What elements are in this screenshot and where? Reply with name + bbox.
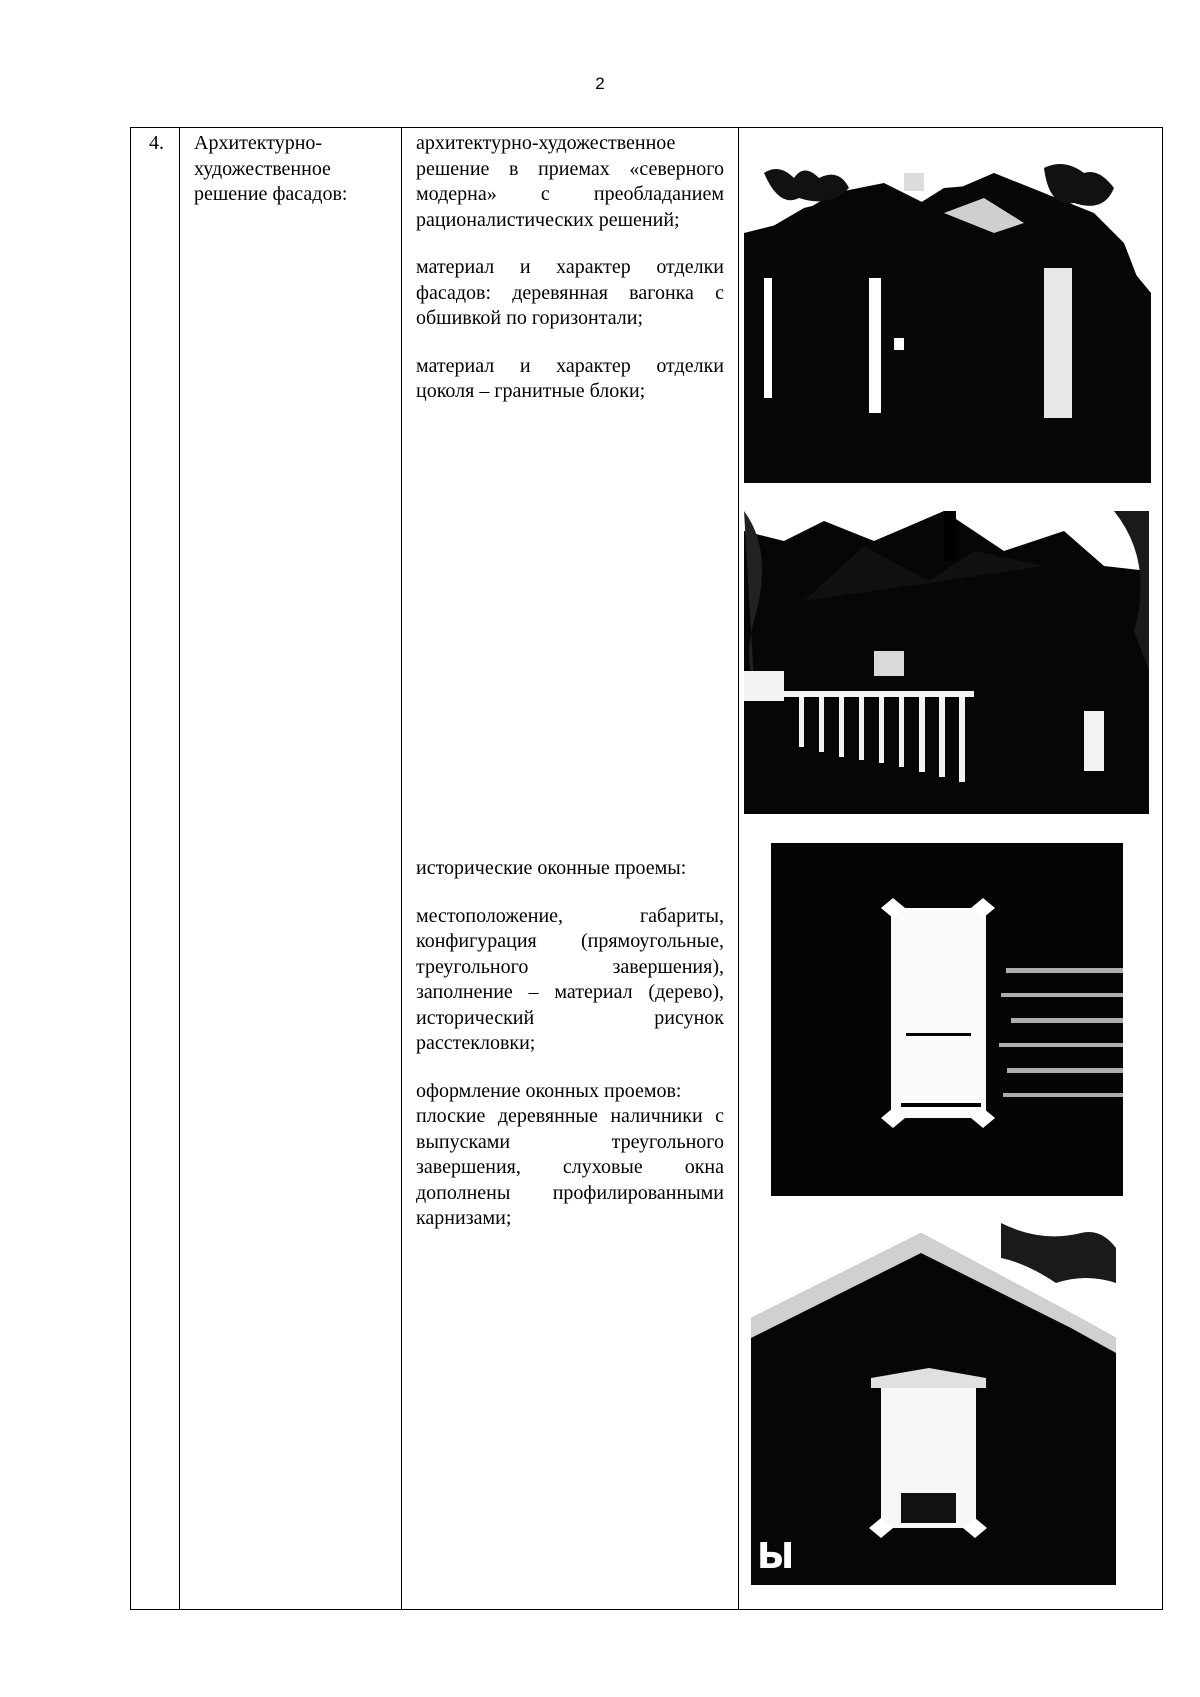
description-style: архитектурно-художественное решение в приемах «северного модерна» с преобладанием рационалистических решений; bbox=[416, 132, 724, 231]
photo-dormer-window bbox=[751, 1223, 1116, 1585]
page-number: 2 bbox=[595, 74, 605, 93]
photo-house-fence bbox=[744, 511, 1149, 814]
windows-detail: местоположение, габариты, конфигурация (прямоугольные, треугольного завершения), заполнение – материал (дерево), исторический рисунок расстекловки; bbox=[416, 904, 724, 1054]
decor-detail: плоские деревянные наличники с выпусками треугольного завершения, слуховые окна дополнены профилированными карнизами; bbox=[416, 1105, 724, 1229]
photo-window-casing bbox=[771, 843, 1123, 1196]
description-group-1 bbox=[416, 131, 724, 427]
row-title: Архитектурно-художественное решение фасадов: bbox=[194, 132, 348, 205]
photo-sign-text: Ы bbox=[757, 1536, 795, 1577]
column-divider bbox=[401, 128, 402, 1609]
row-number: 4. bbox=[149, 132, 164, 154]
requirements-table bbox=[130, 127, 1163, 1610]
column-divider bbox=[179, 128, 180, 1609]
decor-title: оформление оконных проемов: bbox=[416, 1079, 682, 1102]
description-facade-material: материал и характер отделки фасадов: деревянная вагонка с обшивкой по горизонтали; bbox=[416, 256, 724, 329]
windows-title: исторические оконные проемы: bbox=[416, 857, 687, 879]
description-group-2 bbox=[416, 856, 724, 1254]
photo-house-facade bbox=[744, 153, 1151, 483]
description-plinth-material: материал и характер отделки цоколя – гранитные блоки; bbox=[416, 354, 724, 402]
column-divider bbox=[738, 128, 739, 1609]
